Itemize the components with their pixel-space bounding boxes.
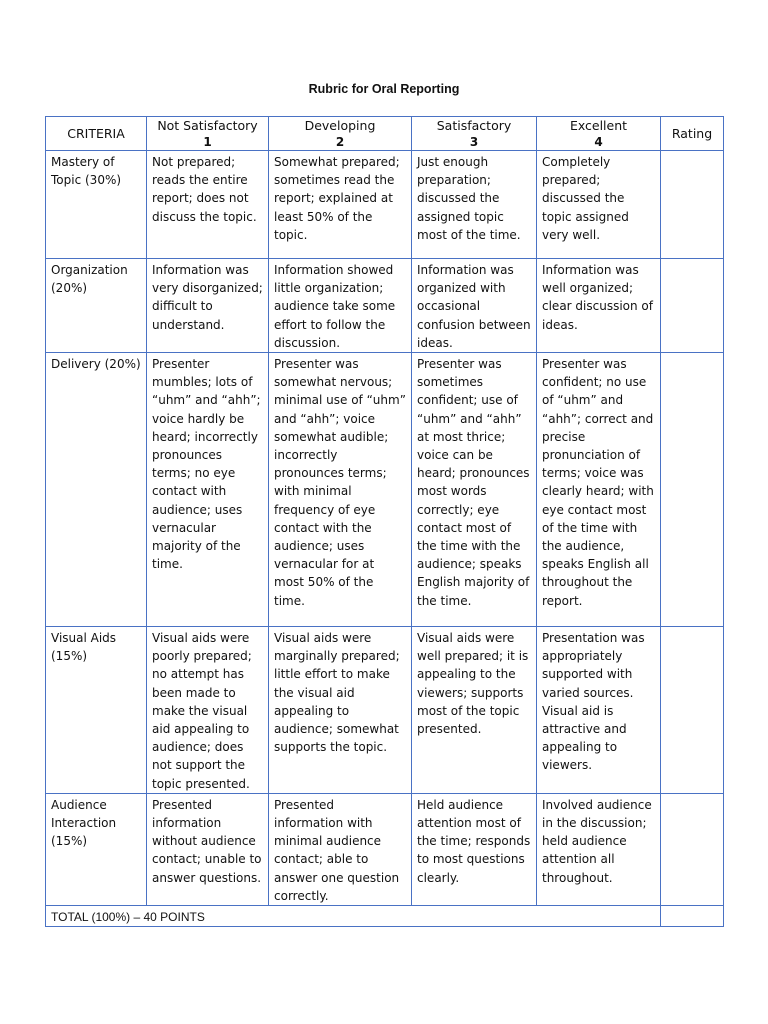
descriptor-cell: Completely prepared; discussed the topic assigned very well.	[537, 151, 661, 259]
descriptor-cell: Held audience attention most of the time; responds to most questions clearly.	[412, 793, 537, 905]
descriptor-cell: Information was very disorganized; difficult to understand.	[147, 259, 269, 353]
header-level-score: 3	[469, 134, 479, 149]
table-row	[46, 353, 724, 627]
descriptor-cell: Not prepared; reads the entire report; does not discuss the topic.	[147, 151, 269, 259]
descriptor-cell: Presenter was sometimes confident; use of “uhm” and “ahh” at most thrice; voice can be heard; pronounces most words correctly; eye contact most of the time with the audience; speaks English majority of the time.	[412, 353, 537, 627]
descriptor-cell: Visual aids were poorly prepared; no attempt has been made to make the visual aid appealing to audience; does not support the topic presented.	[147, 627, 269, 794]
rating-cell[interactable]	[661, 627, 724, 794]
descriptor-cell: Visual aids were marginally prepared; little effort to make the visual aid appealing to audience; somewhat supports the topic.	[269, 627, 412, 794]
rating-cell[interactable]	[661, 151, 724, 259]
criterion-cell: Visual Aids (15%)	[46, 627, 147, 794]
header-row	[46, 117, 724, 151]
descriptor-cell: Presented information with minimal audience contact; able to answer one question correctly.	[269, 793, 412, 905]
rating-cell[interactable]	[661, 259, 724, 353]
total-row	[46, 906, 724, 927]
table-row	[46, 259, 724, 353]
document-title: Rubric for Oral Reporting	[308, 82, 460, 96]
descriptor-cell: Somewhat prepared; sometimes read the report; explained at least 50% of the topic.	[269, 151, 412, 259]
descriptor-cell: Information was organized with occasional confusion between ideas.	[412, 259, 537, 353]
header-level-3	[412, 117, 537, 151]
header-level-score: 4	[594, 134, 603, 149]
header-level-label: Satisfactory	[436, 117, 512, 133]
descriptor-cell: Presentation was appropriately supported with varied sources. Visual aid is attractive and appealing to viewers.	[537, 627, 661, 794]
header-level-4	[537, 117, 661, 151]
descriptor-cell: Information showed little organization; audience take some effort to follow the discussion.	[269, 259, 412, 353]
header-level-label: Excellent	[569, 117, 628, 133]
header-criteria: CRITERIA	[46, 117, 147, 151]
descriptor-cell: Visual aids were well prepared; it is appealing to the viewers; supports most of the topic presented.	[412, 627, 537, 794]
criterion-cell: Organization (20%)	[46, 259, 147, 353]
descriptor-cell: Presenter mumbles; lots of “uhm” and “ahh”; voice hardly be heard; incorrectly pronounces terms; no eye contact with audience; uses vernacular majority of the time.	[147, 353, 269, 627]
descriptor-cell: Involved audience in the discussion; held audience attention all throughout.	[537, 793, 661, 905]
header-level-score: 2	[335, 134, 345, 149]
header-level-score: 1	[203, 134, 212, 149]
rating-cell[interactable]	[661, 793, 724, 905]
descriptor-cell: Just enough preparation; discussed the assigned topic most of the time.	[412, 151, 537, 259]
header-level-2	[269, 117, 412, 151]
table-row	[46, 151, 724, 259]
total-rating-cell[interactable]	[661, 906, 724, 927]
descriptor-cell: Presenter was confident; no use of “uhm” and “ahh”; correct and precise pronunciation of terms; voice was clearly heard; with eye contact most of the time with the audience, speaks English all throughout the report.	[537, 353, 661, 627]
header-level-label: Developing	[304, 117, 376, 133]
table-row	[46, 793, 724, 905]
criterion-cell: Delivery (20%)	[46, 353, 147, 627]
criterion-cell: Mastery of Topic (30%)	[46, 151, 147, 259]
descriptor-cell: Presenter was somewhat nervous; minimal use of “uhm” and “ahh”; voice somewhat audible; incorrectly pronounces terms; with minimal frequency of eye contact with the audience; uses vernacular for at most 50% of the time.	[269, 353, 412, 627]
total-label: TOTAL (100%) – 40 POINTS	[46, 906, 661, 927]
rating-cell[interactable]	[661, 353, 724, 627]
descriptor-cell: Information was well organized; clear discussion of ideas.	[537, 259, 661, 353]
rubric-table	[45, 116, 724, 927]
header-level-1	[147, 117, 269, 151]
header-rating: Rating	[661, 117, 724, 151]
criterion-cell: Audience Interaction (15%)	[46, 793, 147, 905]
header-level-label: Not Satisfactory	[157, 117, 258, 133]
descriptor-cell: Presented information without audience contact; unable to answer questions.	[147, 793, 269, 905]
table-row	[46, 627, 724, 794]
